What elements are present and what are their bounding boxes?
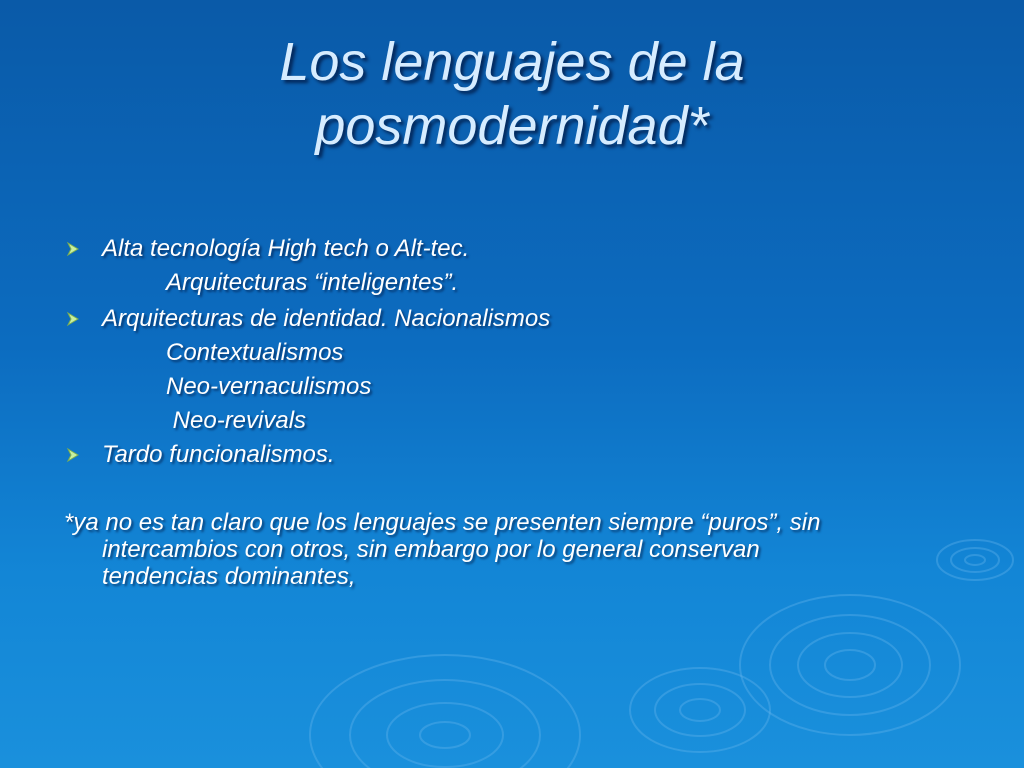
list-item: Neo-revivals bbox=[166, 407, 307, 434]
footnote-line-2: intercambios con otros, sin embargo por lo general conservan bbox=[102, 536, 760, 563]
list-item: Alta tecnología High tech o Alt-tec. bbox=[102, 235, 470, 262]
arrow-bullet-icon bbox=[64, 240, 82, 258]
title-line-1: Los lenguajes de la bbox=[279, 32, 745, 92]
slide-title bbox=[112, 30, 912, 158]
list-item: Neo-vernaculismos bbox=[166, 373, 372, 400]
title-line-2: posmodernidad* bbox=[315, 96, 709, 156]
list-item: Contextualismos bbox=[166, 339, 344, 366]
footnote bbox=[64, 509, 984, 590]
list-item: Arquitecturas “inteligentes”. bbox=[166, 269, 459, 296]
footnote-line-1: *ya no es tan claro que los lenguajes se presenten siempre “puros”, sin bbox=[64, 509, 821, 536]
arrow-bullet-icon bbox=[64, 446, 82, 464]
footnote-line-3: tendencias dominantes, bbox=[102, 563, 356, 590]
list-item: Arquitecturas de identidad. Nacionalismos bbox=[102, 305, 551, 332]
list-item: Tardo funcionalismos. bbox=[102, 441, 335, 468]
arrow-bullet-icon bbox=[64, 310, 82, 328]
